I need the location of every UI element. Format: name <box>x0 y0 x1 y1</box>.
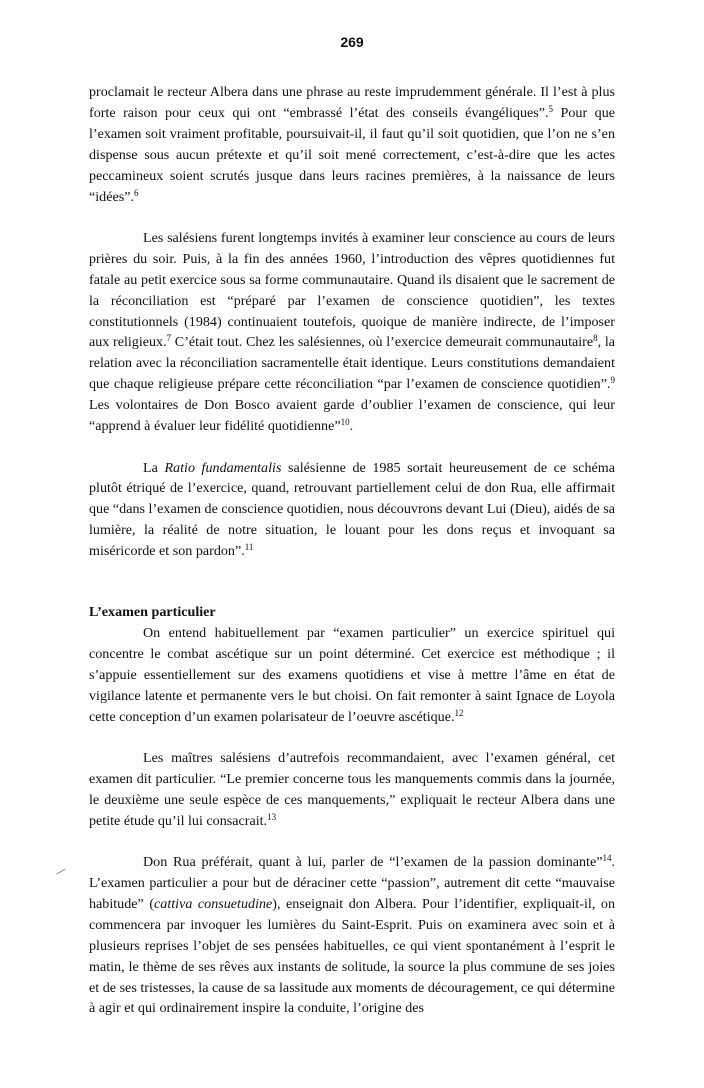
paragraph-2 <box>89 228 615 437</box>
text-run: . L’examen particulier a pour but de déraciner cette “passion”, autrement dit cette “mauvaise habitude” ( <box>89 854 615 912</box>
text-run: La <box>143 459 165 476</box>
text-run: Don Rua préférait, quant à lui, parler de “l’examen de la passion dominante” <box>143 854 603 871</box>
footnote-ref: 5 <box>548 103 554 114</box>
text-run: On entend habituellement par “examen particulier” un exercice spirituel qui concentre le combat ascétique sur un point déterminé. Cet exercice est méthodique ; il s’appuie essentiellement sur des examens quotidiens et vise à mettre l’âme en état de vigilance latente et permanente vers le but choisi. On fait remonter à saint Ignace de Loyola cette conception d’un examen polarisateur de l’oeuvre ascétique. <box>89 624 615 725</box>
text-run: salésienne de 1985 sortait heureusement de ce schéma plutôt étriqué de l’exercice, quand, retrouvant partiellement celui de don Rua, elle affirmait que “dans l’examen de conscience quotidien, nous découvrons devant Lui (Dieu), aidés de sa lumière, la réalité de notre situation, le louant pour les dons reçus et invoquant sa miséricorde et son pardon”. <box>89 459 616 560</box>
section-heading: L’examen particulier <box>89 604 216 621</box>
text-run: ), enseignait don Albera. Pour l’identifier, expliquait-il, on commencera par invoquer les lumières du Saint-Esprit. Puis on examinera avec soin et à plusieurs reprises l’objet de ses pensées habituelles, ce qui vient spontanément à l’esprit le matin, le thème de ses rêves aux instants de solitude, la source la plus commune de ses joies et de ses tristesses, la cause de sa lassitude aux moments de découragement, ce qui détermine à agir et qui ordinairement inspire la conduite, l’origine des <box>89 895 615 1017</box>
paragraph-4 <box>89 623 615 728</box>
paragraph-5 <box>89 748 615 832</box>
text-run: C’était tout. Chez les salésiennes, où l’exercice demeurait communautaire <box>171 334 594 351</box>
text-run: Les volontaires de Don Bosco avaient garde d’oublier l’examen de conscience, qui leur “apprend à évaluer leur fidélité quotidienne” <box>89 397 615 435</box>
footnote-ref: 7 <box>166 333 172 344</box>
footnote-ref: 6 <box>134 187 139 198</box>
text-run: Les salésiens furent longtemps invités à examiner leur conscience au cours de leurs prières du soir. Puis, à la fin des années 1960, l’introduction des vêpres quotidiennes fut fatale au petit exercice sous sa forme communautaire. Quand ils disaient que le sacrement de la réconciliation est “préparé par l’examen de conscience quotidien”, les textes constitutionnels (1984) continuaient toutefois, quoique de manière indirecte, de l’imposer aux religieux. <box>89 229 615 351</box>
footnote-ref: 8 <box>593 333 598 344</box>
paragraph-6 <box>89 852 615 1019</box>
text-run: Les maîtres salésiens d’autrefois recommandaient, avec l’examen général, cet examen dit particulier. “Le premier concerne tous les manquements commis dans la journée, le deuxième une seule espèce de ces manquements,” expliquait le recteur Albera dans une petite étude qu’il lui consacrait. <box>89 749 615 829</box>
footnote-ref: 13 <box>267 811 277 822</box>
body-text <box>89 82 615 1019</box>
footnote-ref: 9 <box>610 375 615 386</box>
footnote-ref: 12 <box>454 707 464 718</box>
footnote-ref: 10 <box>340 417 350 428</box>
text-run: . <box>349 418 354 435</box>
paragraph-3 <box>89 458 615 563</box>
italic-title: Ratio fundamentalis <box>164 459 282 476</box>
footnote-ref: 11 <box>244 542 254 553</box>
footnote-ref: 14 <box>602 853 612 864</box>
margin-pencil-mark <box>56 869 65 875</box>
paragraph-1 <box>89 82 615 207</box>
page-number: 269 <box>340 34 364 50</box>
italic-phrase: cattiva consuetudine <box>154 895 273 912</box>
text-run: proclamait le recteur Albera dans une phrase au reste imprudemment générale. Il l’est à plus forte raison pour ceux qui ont “embrassé l’état des conseils évangéliques”. <box>89 84 615 121</box>
text-run: , la relation avec la réconciliation sacramentelle était identique. Leurs constitutions demandaient que chaque religieuse prépare cette réconciliation “par l’examen de conscience quotidien”. <box>89 334 615 393</box>
text-run: Pour que l’examen soit vraiment profitable, poursuivait-il, il faut qu’il soit quotidien, que l’on ne s’en dispense sous aucun prétexte et qu’il soit mené correctement, c’est-à-dire que les actes peccamineux soient scrutés jusque dans leurs racines premières, à la naissance de leurs “idées”. <box>89 104 615 205</box>
